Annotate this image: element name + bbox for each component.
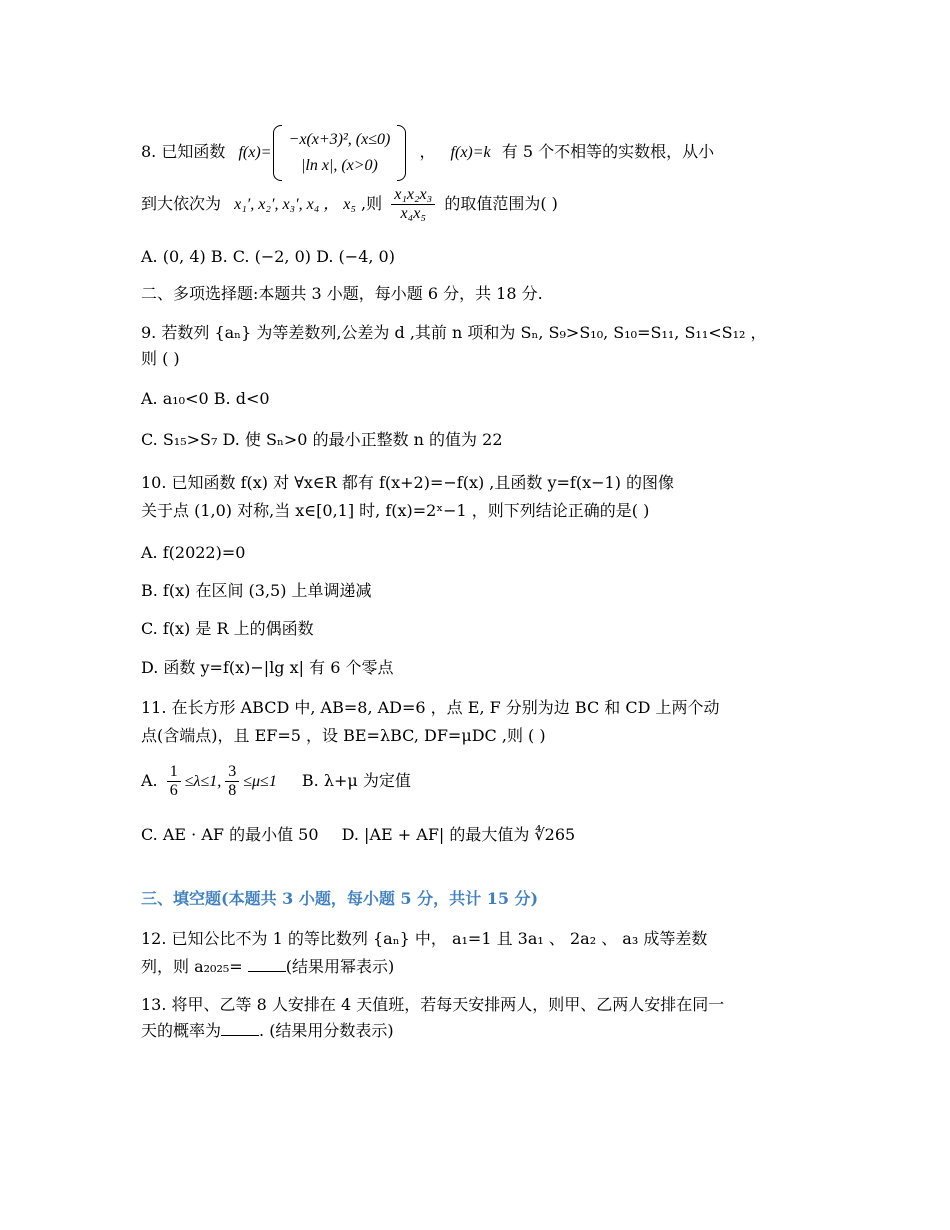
q12-line2b: (结果用幂表示) bbox=[285, 957, 395, 976]
q8-comma: ， bbox=[419, 142, 436, 161]
q8-line1 bbox=[141, 124, 714, 181]
q10-option-d: D. 函数 y=f(x)−|lg x| 有 6 个零点 bbox=[141, 658, 394, 677]
q12-line2 bbox=[141, 956, 394, 978]
q11-frac-3-8 bbox=[225, 763, 239, 800]
q11-line1: 11. 在长方形 ABCD 中, AB=8, AD=6 ，点 E, F 分别为边 BC 和 CD 上两个动 bbox=[141, 698, 720, 717]
q10-line2: 关于点 (1,0) 对称,当 x∈[0,1] 时, f(x)=2ˣ−1 ，则下列结论正确的是( ) bbox=[141, 501, 650, 520]
q13-line2b: . (结果用分数表示) bbox=[259, 1021, 394, 1040]
q13-answer-blank[interactable] bbox=[221, 1021, 259, 1036]
q11-option-b: B. λ+μ 为定值 bbox=[301, 771, 411, 790]
q11-option-a-mid: ≤λ≤1, bbox=[184, 773, 222, 790]
q10-option-a: A. f(2022)=0 bbox=[141, 543, 246, 562]
q8-line2 bbox=[141, 182, 558, 227]
q9-options-cd: C. S₁₅>S₇ D. 使 Sₙ>0 的最小正整数 n 的值为 22 bbox=[141, 430, 503, 449]
q8-frac-den: x₄x₅ bbox=[400, 205, 426, 222]
section3-heading: 三、填空题(本题共 3 小题，每小题 5 分，共计 15 分) bbox=[141, 889, 539, 908]
q11-line2: 点(含端点)，且 EF=5 ，设 BE=λBC, DF=μDC ,则 ( ) bbox=[141, 726, 546, 745]
section2-heading: 二、多项选择题:本题共 3 小题，每小题 6 分，共 18 分. bbox=[141, 284, 543, 303]
q12-line2a: 列，则 a₂₀₂₅= bbox=[141, 957, 243, 976]
q8-roots: x₁′, x₂′, x₃′, x₄ ， x₅ bbox=[234, 196, 356, 213]
q8-line2a: 到大依次为 bbox=[141, 194, 222, 213]
q8-piecewise bbox=[283, 127, 397, 179]
q10-option-b: B. f(x) 在区间 (3,5) 上单调递减 bbox=[141, 581, 372, 600]
q13-line2a: 天的概率为 bbox=[141, 1021, 222, 1040]
q9-line2: 则 ( ) bbox=[141, 349, 180, 368]
q9-line1: 9. 若数列 {aₙ} 为等差数列,公差为 d ,其前 n 项和为 Sₙ, S₉>S₁₀, S₁₀=S₁₁, S₁₁<S₁₂ ， bbox=[141, 323, 767, 342]
q11-option-a-end: ≤μ≤1 bbox=[243, 773, 277, 790]
q12-line1: 12. 已知公比不为 1 的等比数列 {aₙ} 中， a₁=1 且 3a₁ 、 2a₂ 、 a₃ 成等差数 bbox=[141, 929, 708, 948]
q11-option-c: C. AE · AF 的最小值 50 bbox=[141, 825, 319, 844]
q11-frac-1-6 bbox=[167, 763, 181, 800]
q13-line1: 13. 将甲、乙等 8 人安排在 4 天值班，若每天安排两人，则甲、乙两人安排在同一 bbox=[141, 995, 725, 1014]
q11-option-a-label: A. bbox=[141, 771, 158, 790]
q12-answer-blank[interactable] bbox=[248, 957, 286, 972]
q8-then: ,则 bbox=[361, 194, 383, 213]
q8-case1: −x(x+3)², (x≤0) bbox=[288, 130, 391, 148]
q11-frac2-den: 8 bbox=[228, 782, 237, 799]
q8-frac-num: x₁x₂x₃ bbox=[391, 186, 435, 205]
q11-frac1-den: 6 bbox=[169, 782, 178, 799]
q11-options-ab bbox=[141, 756, 411, 807]
q11-option-d: D. |AE + AF| 的最大值为 ∜265 bbox=[341, 825, 576, 844]
q8-prefix: 8. 已知函数 bbox=[141, 142, 226, 161]
q8-fraction bbox=[391, 186, 435, 223]
q8-equation: f(x)=k bbox=[450, 144, 491, 161]
q8-fx: f(x)= bbox=[238, 144, 272, 161]
q11-options-cd bbox=[141, 824, 575, 846]
q8-case2: |ln x|, (x>0) bbox=[300, 156, 378, 174]
q10-line1: 10. 已知函数 f(x) 对 ∀x∈R 都有 f(x+2)=−f(x) ,且函数 y=f(x−1) 的图像 bbox=[141, 473, 675, 492]
q8-line2c: 的取值范围为( ) bbox=[444, 194, 558, 213]
q9-options-ab: A. a₁₀<0 B. d<0 bbox=[141, 389, 270, 408]
q11-frac2-num: 3 bbox=[225, 763, 239, 782]
q8-mid: 有 5 个不相等的实数根，从小 bbox=[501, 142, 715, 161]
q13-line2 bbox=[141, 1020, 394, 1042]
q11-frac1-num: 1 bbox=[167, 763, 181, 782]
q10-option-c: C. f(x) 是 R 上的偶函数 bbox=[141, 619, 314, 638]
q8-options: A. (0, 4) B. C. (−2, 0) D. (−4, 0) bbox=[141, 247, 395, 266]
